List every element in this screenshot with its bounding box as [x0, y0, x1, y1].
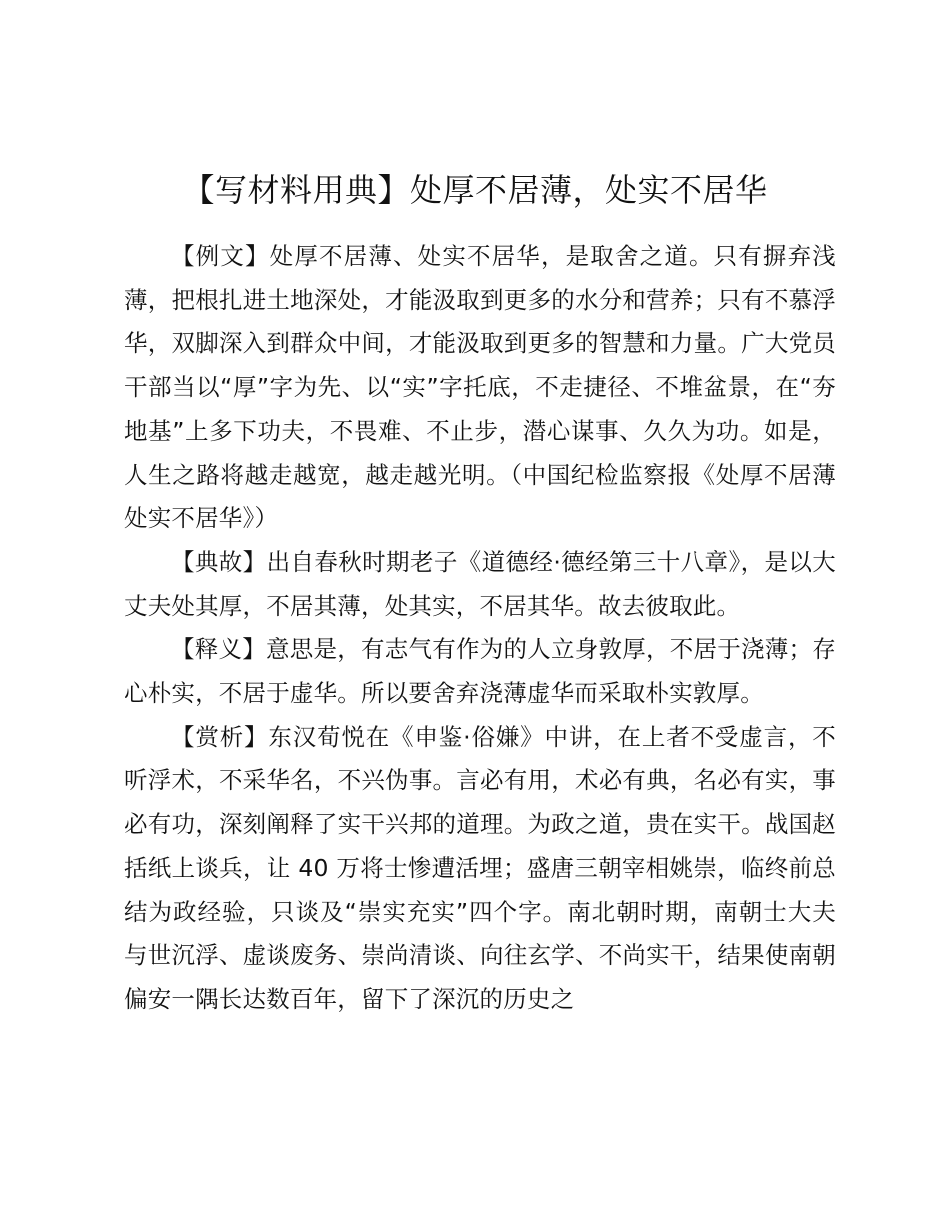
paragraph-appreciation: 【赏析】东汉荀悦在《申鉴·俗嫌》中讲，在上者不受虚言，不听浮术，不采华名，不兴伪事。言必有用，术必有典，名必有实，事必有功，深刻阐释了实干兴邦的道理。为政之道，贵在实干。战国赵括纸上谈兵，让 40 万将士惨遭活埋；盛唐三朝宰相姚崇，临终前总结为政经验，只谈及“崇实充实”四个字。南北朝时期，南朝士大夫与世沉浮、虚谈废务、崇尚清谈、向往玄学、不尚实干，结果使南朝偏安一隅长达数百年，留下了深沉的历史之 [124, 722, 836, 1013]
document-body [124, 235, 836, 1022]
paragraph-allusion: 【典故】出自春秋时期老子《道德经·德经第三十八章》，是以大丈夫处其厚，不居其薄，处其实，不居其华。故去彼取此。 [124, 547, 836, 620]
paragraph-meaning: 【释义】意思是，有志气有作为的人立身敦厚，不居于浇薄；存心朴实，不居于虚华。所以要舍弃浇薄虚华而采取朴实敦厚。 [124, 635, 836, 708]
paragraph-example: 【例文】处厚不居薄、处实不居华，是取舍之道。只有摒弃浅薄，把根扎进土地深处，才能汲取到更多的水分和营养；只有不慕浮华，双脚深入到群众中间，才能汲取到更多的智慧和力量。广大党员干部当以“厚”字为先、以“实”字托底，不走捷径、不堆盆景，在“夯地基”上多下功夫，不畏难、不止步，潜心谋事、久久为功。如是，人生之路将越走越宽，越走越光明。（中国纪检监察报《处厚不居薄 处实不居华》） [124, 242, 836, 533]
document-title: 【写材料用典】处厚不居薄，处实不居华 [182, 171, 768, 209]
